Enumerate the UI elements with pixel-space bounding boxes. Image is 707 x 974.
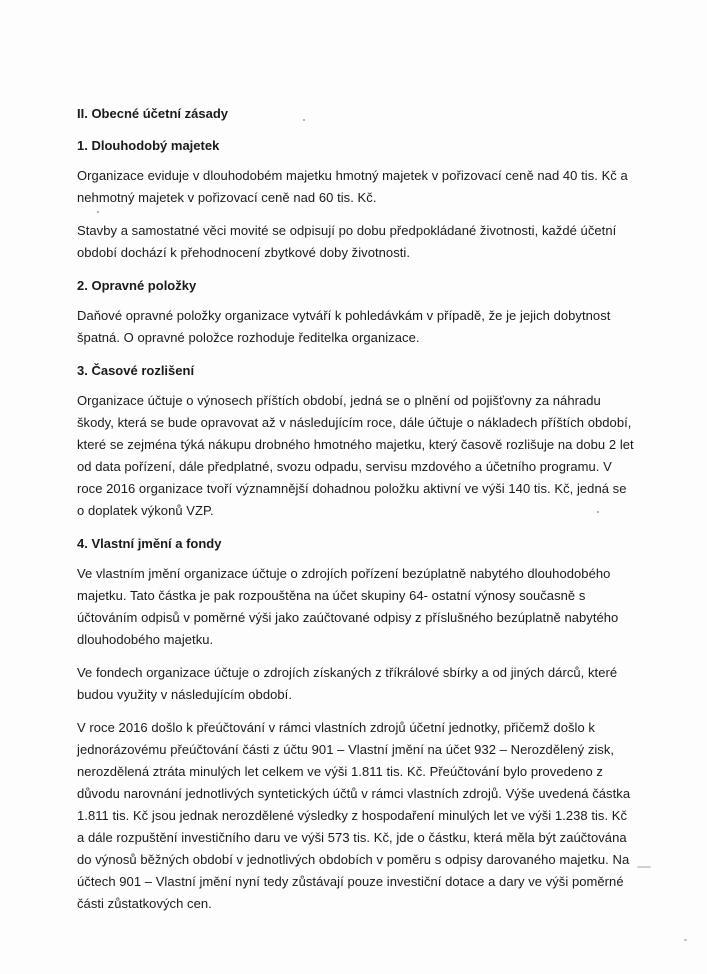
scan-speck	[597, 511, 599, 513]
document-body	[77, 103, 637, 915]
heading-accruals: 3. Časové rozlišení	[77, 363, 195, 378]
paragraph: Stavby a samostatné věci movité se odpisují po dobu předpokládané životnosti, každé účetní období dochází k přehodnocení zbytkové doby životnosti.	[77, 223, 617, 260]
heading-equity-funds: 4. Vlastní jmění a fondy	[77, 536, 222, 551]
section-allowances	[77, 275, 637, 349]
scan-speck	[684, 939, 687, 941]
paragraph: Ve vlastním jmění organizace účtuje o zdrojích pořízení bezúplatně nabytého dlouhodobého majetku. Tato částka je pak rozpouštěna na účet skupiny 64- ostatní výnosy současně s účtováním odpisů v poměrné výši jako zaúčtované odpisy z příslušného bezúplatně nabytého dlouhodobého majetku.	[77, 566, 619, 647]
paragraph: V roce 2016 došlo k přeúčtování v rámci vlastních zdrojů účetní jednotky, přičemž došlo k jednorázovému přeúčtování části z účtu 901 – Vlastní jmění na účet 932 – Nerozdělený zisk, nerozdělená ztráta minulých let celkem ve výši 1.811 tis. Kč. Přeúčtování bylo provedeno z důvodu narovnání jednotlivých syntetických účtů v rámci vlastních zdrojů. Výše uvedená částka 1.811 tis. Kč jsou jednak nerozdělené výsledky z hospodaření minulých let ve výši 1.238 tis. Kč a dále rozpuštění investičního daru ve výši 573 tis. Kč, jde o částku, která měla být zaúčtována do výnosů běžných období v jednotlivých obdobích v poměru s odpisy darovaného majetku. Na účtech 901 – Vlastní jmění nyní tedy zůstávají pouze investiční dotace a dary ve výši poměrné části zůstatkových cen.	[77, 720, 631, 911]
scan-speck	[303, 119, 305, 121]
heading-allowances: 2. Opravné položky	[77, 278, 197, 293]
paragraph: Organizace účtuje o výnosech příštích období, jedná se o plnění od pojišťovny za náhradu škody, která se bude opravovat až v následujícím roce, dále účtuje o nákladech příštích období, které se zejména týká nákupu drobného hmotného majetku, který časově rozlišuje na dobu 2 let od data pořízení, dále předplatné, svozu odpadu, servisu mzdového a účetního programu. V roce 2016 organizace tvoří významnější dohadnou položku aktivní ve výši 140 tis. Kč, jedná se o doplatek výkonů VZP.	[77, 393, 634, 518]
paragraph: Daňové opravné položky organizace vytváří k pohledávkám v případě, že je jejich dobytnost špatná. O opravné položce rozhoduje ředitelka organizace.	[77, 308, 611, 345]
section-title: II. Obecné účetní zásady	[77, 106, 228, 121]
section-long-term-assets	[77, 135, 637, 264]
heading-long-term-assets: 1. Dlouhodobý majetek	[77, 138, 220, 153]
section-equity-funds	[77, 533, 637, 915]
section-accruals	[77, 360, 637, 522]
scan-speck	[97, 211, 99, 213]
paragraph: Ve fondech organizace účtuje o zdrojích získaných z tříkrálové sbírky a od jiných dárců, které budou využity v následujícím období.	[77, 665, 618, 702]
scan-speck	[637, 866, 651, 868]
paragraph: Organizace eviduje v dlouhodobém majetku hmotný majetek v pořizovací ceně nad 40 tis. Kč a nehmotný majetek v pořizovací ceně nad 60 tis. Kč.	[77, 168, 628, 205]
